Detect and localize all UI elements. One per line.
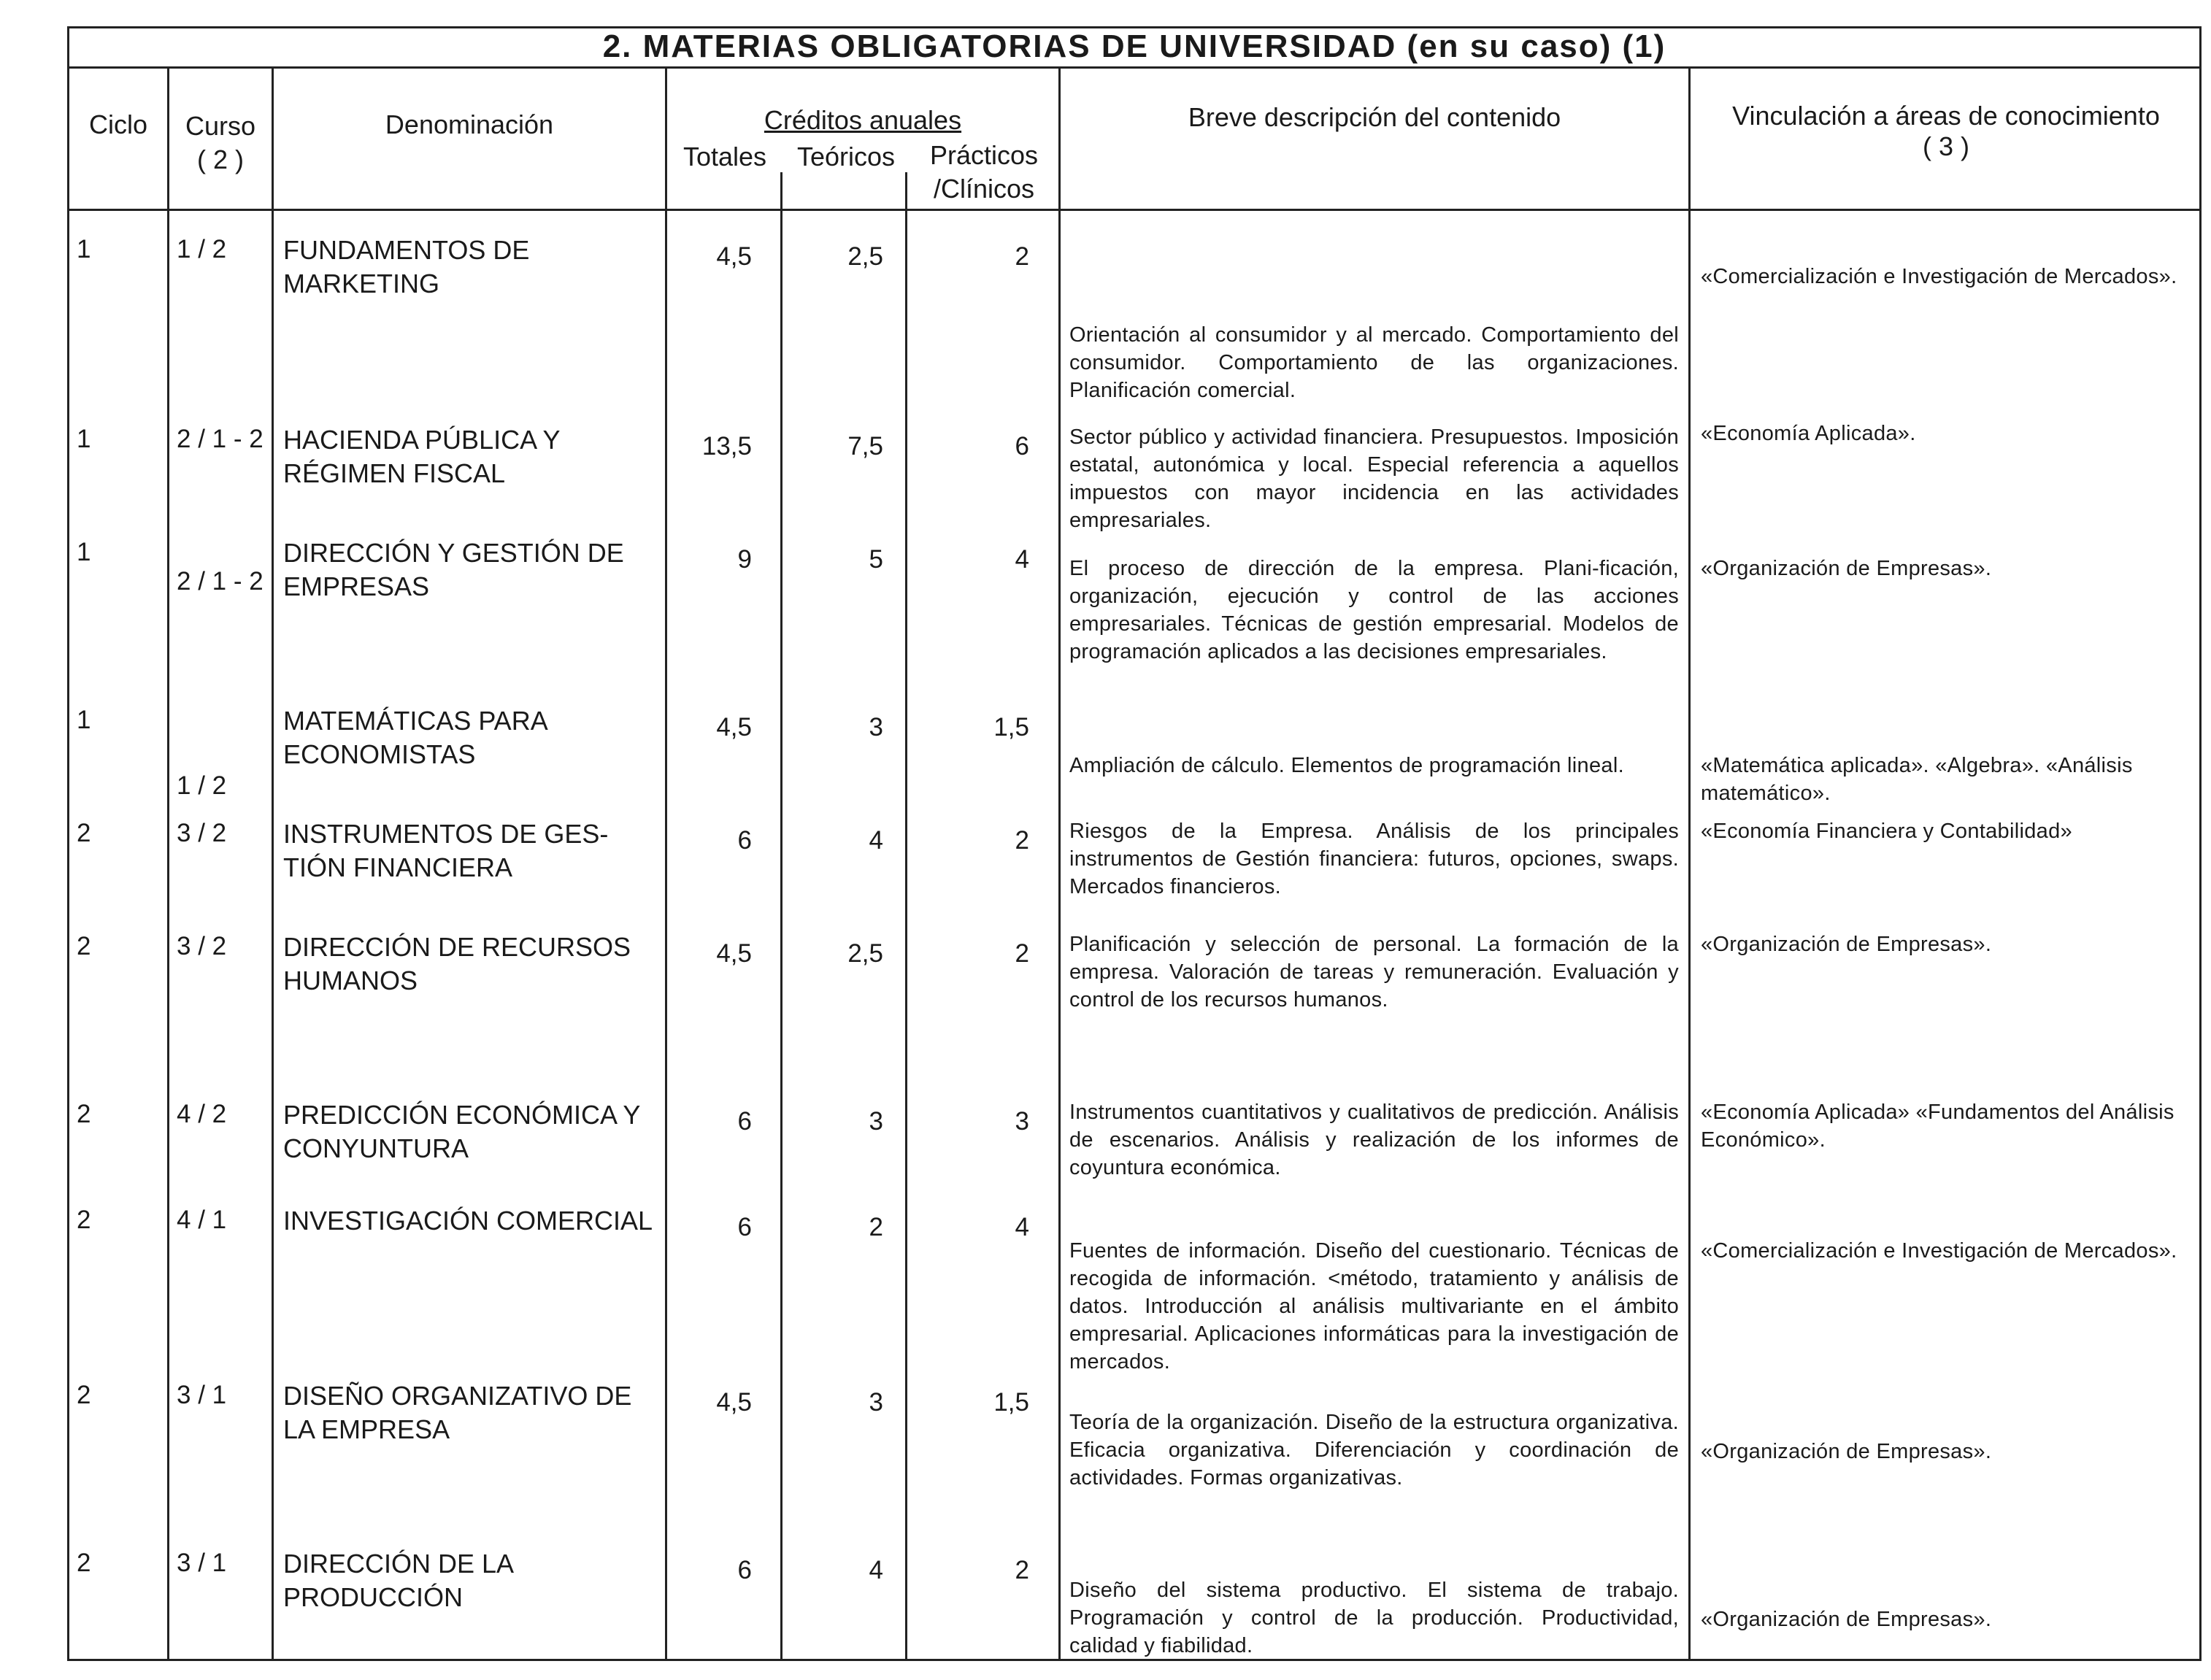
row-denominacion: INSTRUMENTOS DE GES-TIÓN FINANCIERA <box>283 819 609 882</box>
row-curso: 3 / 1 <box>177 1549 227 1577</box>
header-curso-label: Curso <box>185 111 256 141</box>
row-totales: 4,5 <box>716 242 752 271</box>
row-descripcion: Fuentes de información. Diseño del cuestionario. Técnicas de recogida de información. <método, tratamiento y análisis de datos. Introducción al análisis multivariante en el ámbito empresarial. Aplicaciones informáticas para la investigación de mercados. <box>1069 1239 1679 1373</box>
row-totales: 13,5 <box>701 432 752 461</box>
row-descripcion: Sector público y actividad financiera. Presupuestos. Imposición estatal, autonómica y local. Especial referencia a aquellos impuestos con mayor incidencia en las actividades empresariales. <box>1069 425 1679 532</box>
header-vinculacion-label: Vinculación a áreas de conocimiento <box>1732 101 2160 131</box>
row-curso: 4 / 1 <box>177 1206 227 1234</box>
column-divider <box>665 69 667 1661</box>
row-descripcion: Teoría de la organización. Diseño de la estructura organizativa. Eficacia organizativa. Diferenciación y coordinación de actividades. Formas organizativas. <box>1069 1411 1679 1490</box>
row-totales: 6 <box>737 1107 752 1136</box>
column-divider <box>780 172 782 1661</box>
row-totales: 6 <box>737 1213 752 1241</box>
row-denominacion: HACIENDA PÚBLICA Y RÉGIMEN FISCAL <box>283 425 560 488</box>
row-practicos: 1,5 <box>993 713 1029 741</box>
row-curso: 2 / 1 - 2 <box>177 567 264 596</box>
row-teoricos: 2 <box>869 1213 883 1241</box>
row-descripcion: Planificación y selección de personal. La formación de la empresa. Valoración de tareas y remuneración. Evaluación y control de los recursos humanos. <box>1069 933 1679 1012</box>
row-denominacion: DISEÑO ORGANIZATIVO DE LA EMPRESA <box>283 1381 632 1444</box>
header-curso <box>169 69 272 209</box>
row-practicos: 2 <box>1015 826 1029 855</box>
row-denominacion: INVESTIGACIÓN COMERCIAL <box>283 1206 653 1236</box>
column-divider <box>1688 69 1691 1661</box>
row-totales: 4,5 <box>716 1388 752 1417</box>
row-denominacion: PREDICCIÓN ECONÓMICA Y CONYUNTURA <box>283 1100 640 1163</box>
row-practicos: 6 <box>1015 432 1029 461</box>
row-practicos: 3 <box>1015 1107 1029 1136</box>
header-curso-note: ( 2 ) <box>196 145 244 174</box>
row-vinculacion: «Comercialización e Investigación de Mercados». <box>1701 265 2177 288</box>
row-ciclo: 1 <box>77 425 91 453</box>
row-descripcion: Ampliación de cálculo. Elementos de programación lineal. <box>1069 754 1624 777</box>
row-vinculacion: «Organización de Empresas». <box>1701 1608 1992 1631</box>
header-descripcion: Breve descripción del contenido <box>1188 102 1561 132</box>
row-practicos: 1,5 <box>993 1388 1029 1417</box>
row-curso: 2 / 1 - 2 <box>177 425 264 453</box>
row-descripcion: Instrumentos cuantitativos y cualitativos de predicción. Análisis de escenarios. Análisis y realización de los informes de coyuntura económica. <box>1069 1101 1679 1179</box>
row-practicos: 4 <box>1015 545 1029 574</box>
header-practicos <box>910 139 1058 209</box>
row-vinculacion: «Matemática aplicada». «Algebra». «Análisis matemático». <box>1701 754 2133 805</box>
row-curso: 4 / 2 <box>177 1100 227 1128</box>
row-ciclo: 2 <box>77 1381 91 1409</box>
row-vinculacion: «Economía Aplicada». <box>1701 422 1916 445</box>
row-totales: 6 <box>737 1556 752 1584</box>
row-curso: 1 / 2 <box>177 771 227 800</box>
row-teoricos: 2,5 <box>847 242 883 271</box>
row-totales: 6 <box>737 826 752 855</box>
column-divider <box>905 172 907 1661</box>
row-ciclo: 2 <box>77 932 91 960</box>
column-divider <box>167 69 169 1661</box>
row-curso: 3 / 2 <box>177 932 227 960</box>
row-descripcion: El proceso de dirección de la empresa. Plani-ficación, organización, ejecución y control de las acciones empresariales. Técnicas de gestión empresarial. Modelos de programación aplicados a las decisiones empresariales. <box>1069 557 1679 663</box>
row-vinculacion: «Organización de Empresas». <box>1701 557 1992 580</box>
row-denominacion: MATEMÁTICAS PARA ECONOMISTAS <box>283 706 547 769</box>
row-teoricos: 3 <box>869 1388 883 1417</box>
row-ciclo: 2 <box>77 819 91 847</box>
row-ciclo: 1 <box>77 706 91 734</box>
row-teoricos: 7,5 <box>847 432 883 461</box>
row-teoricos: 3 <box>869 713 883 741</box>
row-totales: 4,5 <box>716 939 752 968</box>
row-practicos: 2 <box>1015 939 1029 968</box>
row-ciclo: 2 <box>77 1549 91 1577</box>
row-descripcion: Diseño del sistema productivo. El sistema de trabajo. Programación y control de la producción. Productividad, calidad y fiabilidad. <box>1069 1579 1679 1657</box>
row-totales: 9 <box>737 545 752 574</box>
row-curso: 3 / 1 <box>177 1381 227 1409</box>
row-denominacion: FUNDAMENTOS DE MARKETING <box>283 235 530 298</box>
row-teoricos: 4 <box>869 1556 883 1584</box>
header-practicos-label: Prácticos <box>929 140 1039 170</box>
row-totales: 4,5 <box>716 713 752 741</box>
header-denominacion: Denominación <box>385 109 554 139</box>
column-divider <box>272 69 274 1661</box>
row-ciclo: 2 <box>77 1206 91 1234</box>
row-curso: 3 / 2 <box>177 819 227 847</box>
row-denominacion: DIRECCIÓN Y GESTIÓN DE EMPRESAS <box>283 538 624 601</box>
row-denominacion: DIRECCIÓN DE LA PRODUCCIÓN <box>283 1549 513 1612</box>
header-creditos-label: Créditos anuales <box>764 105 962 135</box>
header-divider <box>67 209 2202 211</box>
header-vinculacion <box>1691 69 2202 209</box>
row-vinculacion: «Economía Financiera y Contabilidad» <box>1701 820 2072 843</box>
header-clinicos-label: /Clínicos <box>933 174 1035 204</box>
row-curso: 1 / 2 <box>177 235 227 263</box>
column-divider <box>1058 69 1061 1661</box>
row-vinculacion: «Comercialización e Investigación de Mercados». <box>1701 1239 2177 1263</box>
row-practicos: 4 <box>1015 1213 1029 1241</box>
row-ciclo: 2 <box>77 1100 91 1128</box>
page-title: 2. MATERIAS OBLIGATORIAS DE UNIVERSIDAD (en su caso) (1) <box>67 26 2202 69</box>
row-teoricos: 4 <box>869 826 883 855</box>
row-vinculacion: «Organización de Empresas». <box>1701 1440 1992 1463</box>
row-descripcion: Orientación al consumidor y al mercado. Comportamiento del consumidor. Comportamiento de las organizaciones. Planificación comercial. <box>1069 323 1679 402</box>
row-ciclo: 1 <box>77 235 91 263</box>
row-teoricos: 5 <box>869 545 883 574</box>
row-practicos: 2 <box>1015 1556 1029 1584</box>
header-teoricos: Teóricos <box>796 142 896 172</box>
header-ciclo: Ciclo <box>88 109 147 139</box>
header-vinculacion-note: ( 3 ) <box>1922 131 1969 161</box>
row-teoricos: 3 <box>869 1107 883 1136</box>
row-vinculacion: «Economía Aplicada» «Fundamentos del Análisis Económico». <box>1701 1101 2175 1152</box>
header-totales: Totales <box>682 142 767 172</box>
row-practicos: 2 <box>1015 242 1029 271</box>
row-vinculacion: «Organización de Empresas». <box>1701 933 1992 956</box>
row-teoricos: 2,5 <box>847 939 883 968</box>
row-ciclo: 1 <box>77 538 91 566</box>
row-denominacion: DIRECCIÓN DE RECURSOS HUMANOS <box>283 932 631 995</box>
row-descripcion: Riesgos de la Empresa. Análisis de los principales instrumentos de Gestión financiera: futuros, opciones, swaps. Mercados financieros. <box>1069 820 1679 898</box>
